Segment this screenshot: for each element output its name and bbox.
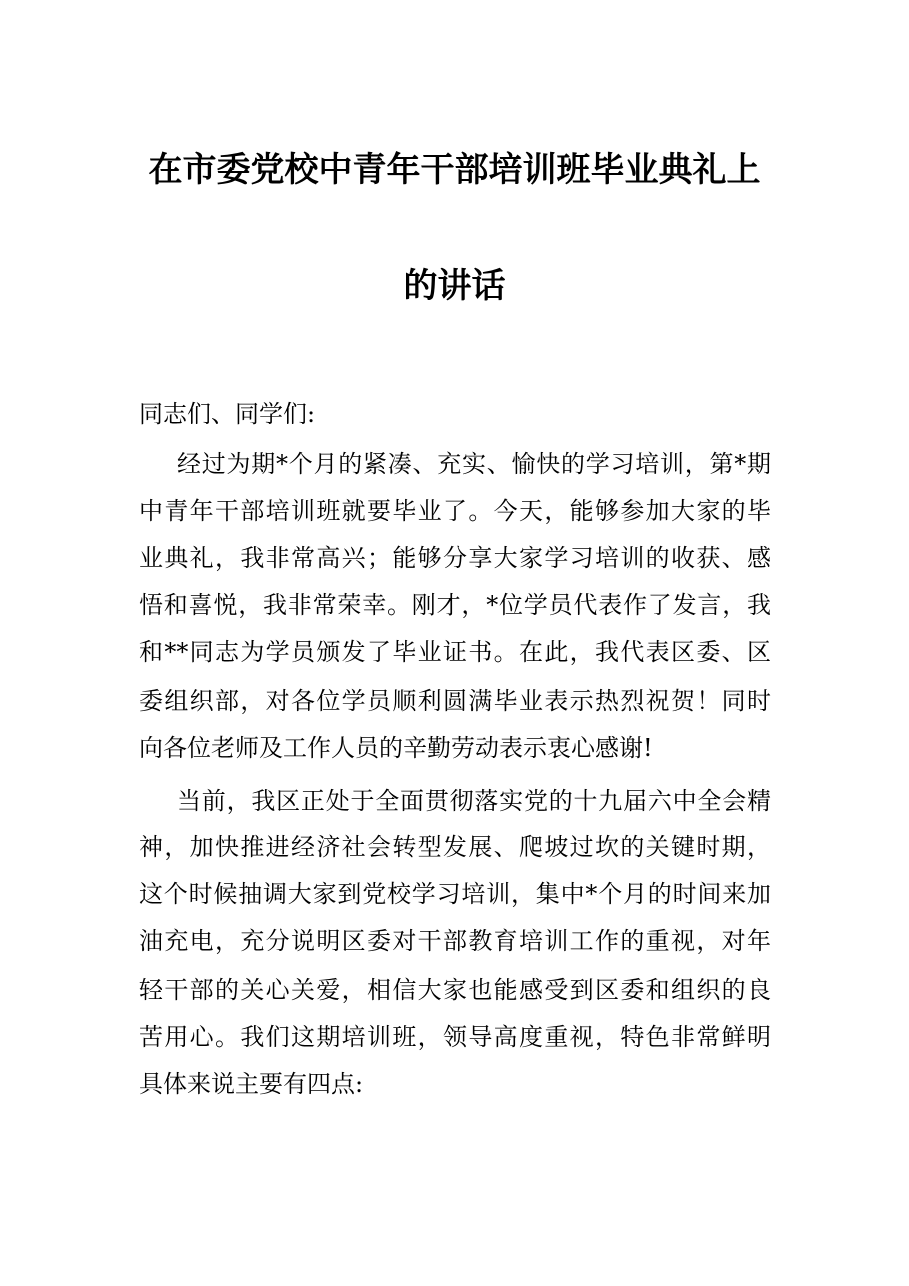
paragraph-2-line-7: 具体来说主要有四点: <box>139 1070 364 1098</box>
paragraph-2-line-5: 轻干部的关心关爱，相信大家也能感受到区委和组织的良 <box>139 976 771 1004</box>
paragraph-1-line-5: 和**同志为学员颁发了毕业证书。在此，我代表区委、区 <box>139 638 771 666</box>
document-title-line-2: 的讲话 <box>403 266 506 306</box>
paragraph-2-line-2: 神，加快推进经济社会转型发展、爬坡过坎的关键时期， <box>139 833 771 861</box>
paragraph-1-line-1: 经过为期*个月的紧凑、充实、愉快的学习培训，第*期 <box>177 450 771 478</box>
paragraph-2-line-1: 当前，我区正处于全面贯彻落实党的十九届六中全会精 <box>177 787 771 815</box>
paragraph-1-line-4: 悟和喜悦，我非常荣幸。刚才，*位学员代表作了发言，我 <box>139 591 771 619</box>
paragraph-1-line-2: 中青年干部培训班就要毕业了。今天，能够参加大家的毕 <box>139 497 771 525</box>
paragraph-2-line-3: 这个时候抽调大家到党校学习培训，集中*个月的时间来加 <box>139 880 771 908</box>
paragraph-1-line-7: 向各位老师及工作人员的辛勤劳动表示衷心感谢! <box>139 734 653 762</box>
paragraph-2-line-4: 油充电，充分说明区委对干部教育培训工作的重视，对年 <box>139 927 771 955</box>
paragraph-1-line-6: 委组织部，对各位学员顺利圆满毕业表示热烈祝贺！同时 <box>139 687 771 715</box>
paragraph-1-line-3: 业典礼，我非常高兴；能够分享大家学习培训的收获、感 <box>139 544 771 572</box>
document-title-line-1: 在市委党校中青年干部培训班毕业典礼上 <box>148 150 761 190</box>
paragraph-2-line-6: 苦用心。我们这期培训班，领导高度重视，特色非常鲜明 <box>139 1023 771 1051</box>
salutation: 同志们、同学们: <box>139 400 316 428</box>
